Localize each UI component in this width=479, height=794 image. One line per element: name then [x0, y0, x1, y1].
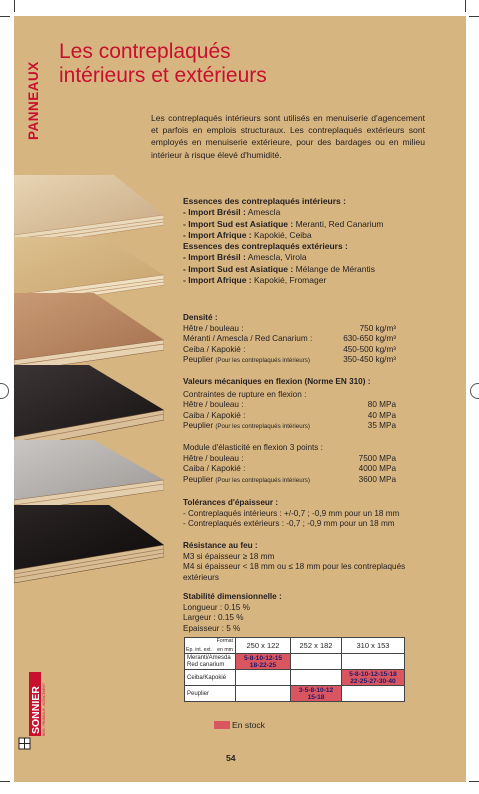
row-label-cell: Peuplier	[185, 686, 236, 702]
essence-label: - Import Brésil :	[183, 207, 246, 218]
crop-mark	[469, 781, 479, 782]
densite-row	[183, 324, 396, 335]
essence-label: - Import Afrique :	[183, 275, 252, 286]
tolerances-title: Tolérances d'épaisseur :	[183, 498, 279, 507]
table-row	[185, 670, 405, 686]
stabilite-line: Longueur : 0.15 %	[183, 602, 250, 612]
table-header-row	[185, 638, 405, 654]
module-row	[183, 464, 396, 475]
row-label: Peuplier	[183, 474, 216, 484]
essence-line	[183, 275, 428, 286]
table-header-cell: 250 x 122	[236, 638, 291, 654]
feu-line: M3 si épaisseur ≥ 18 mm	[183, 551, 275, 561]
row-note: (Pour les contreplaqués intérieurs)	[215, 476, 310, 484]
stock-legend	[214, 720, 265, 730]
table-row	[185, 686, 405, 702]
essence-line	[183, 219, 428, 230]
corner-format-label: Format	[216, 638, 233, 644]
title-line-2: intérieurs et extérieurs	[59, 64, 267, 87]
row-label: Caiba / Kapokié :	[183, 410, 246, 420]
empty-cell	[342, 686, 405, 702]
stabilite-section	[183, 592, 433, 634]
module-row	[183, 454, 396, 465]
row-label: Peuplier	[183, 355, 216, 365]
crop-mark	[14, 0, 15, 12]
essence-value: Amescla, Virola	[245, 252, 307, 263]
intro-paragraph: Les contreplaqués intérieurs sont utilisés en menuiserie d'agencement et parfois en emplois structuraux. Les contreplaqués extérieurs sont employés en menuiserie extérieure, pour des bardages ou en milieu intérieur à risque élevé d'humidité.	[151, 113, 425, 160]
row-value: 450-500 kg/m³	[343, 344, 396, 354]
densite-row	[183, 345, 396, 356]
section-tab: PANNEAUX	[26, 61, 41, 140]
cell-line: 22-25-27-30-40	[350, 677, 396, 685]
format-table	[184, 637, 405, 702]
row-value: 80 MPa	[367, 400, 396, 410]
row-label: Hêtre / bouleau :	[183, 323, 244, 333]
row-value: 4000 MPa	[358, 464, 396, 474]
crop-mark	[0, 781, 10, 782]
row-label: Hêtre / bouleau :	[183, 453, 244, 463]
cell-line: 5-8-10-12-15	[243, 654, 283, 662]
registration-mark	[0, 383, 9, 399]
stock-cell	[342, 670, 405, 686]
tolerances-section	[183, 498, 433, 530]
densite-row	[183, 334, 396, 345]
page-number: 54	[226, 753, 236, 763]
row-label: Méranti / Amescla / Red Canarium :	[183, 334, 313, 344]
board-1	[14, 175, 164, 247]
registration-mark	[470, 383, 479, 399]
table-header-cell: 310 x 153	[342, 638, 405, 654]
feu-line: M4 si épaisseur < 18 mm ou ≤ 18 mm pour les contreplaqués extérieurs	[183, 562, 406, 582]
row-value: 35 MPa	[367, 421, 396, 431]
stabilite-title: Stabilité dimensionnelle :	[183, 592, 282, 601]
row-value: 40 MPa	[367, 410, 396, 420]
crop-mark	[0, 16, 10, 17]
rupture-row	[183, 411, 396, 422]
essence-line	[183, 207, 428, 218]
corner-ep-label: Ep. int. ext.	[186, 647, 212, 653]
table-corner-cell	[185, 638, 236, 654]
cell-line: 5-8-10-12-15-18	[349, 670, 397, 678]
row-value: 7500 MPa	[358, 453, 396, 463]
row-label-cell: Ceiba/Kapokié	[185, 670, 236, 686]
empty-cell	[291, 670, 342, 686]
empty-cell	[236, 686, 291, 702]
essences-int-title: Essences des contreplaqués intérieurs :	[183, 196, 346, 206]
board-5	[14, 440, 164, 512]
essence-line	[183, 230, 428, 241]
tolerances-line: - Contreplaqués intérieurs : +/-0,7 ; -0,9 mm pour un 18 mm	[183, 508, 400, 518]
essences-section	[183, 196, 428, 286]
feu-title: Résistance au feu :	[183, 541, 258, 550]
module-title: Module d'élasticité en flexion 3 points :	[183, 442, 323, 452]
essence-line	[183, 264, 428, 275]
row-value: 630-650 kg/m³	[343, 334, 396, 344]
row-value: 750 kg/m³	[359, 323, 396, 333]
meca-title: Valeurs mécaniques en flexion (Norme EN 310) :	[183, 377, 371, 386]
essence-value: Amescla	[245, 207, 281, 218]
stabilite-line: Largeur : 0.15 %	[183, 613, 244, 623]
essence-label: - Import Sud est Asiatique :	[183, 263, 294, 274]
board-6	[14, 505, 164, 583]
essence-value: Mélange de Mérantis	[293, 263, 375, 274]
essences-ext-title: Essences des contreplaqués extérieurs :	[183, 241, 348, 252]
cell-line: 15-18	[307, 693, 325, 701]
stock-cell	[236, 654, 291, 670]
empty-cell	[291, 654, 342, 670]
crop-mark	[469, 16, 479, 17]
feu-section	[183, 541, 433, 583]
corner-mm-label: en mm	[217, 647, 233, 653]
row-label: Hêtre / bouleau :	[183, 400, 244, 410]
sonnier-logo	[17, 672, 49, 758]
row-label: Ceiba / Kapokié :	[183, 344, 246, 354]
rupture-row	[183, 421, 396, 433]
table-header-cell: 252 x 182	[291, 638, 342, 654]
row-label: Peuplier	[183, 421, 216, 431]
essence-line	[183, 252, 428, 263]
row-value: 3600 MPa	[358, 474, 396, 484]
essence-value: Kapokié, Fromager	[251, 275, 327, 286]
essence-label: - Import Brésil :	[183, 252, 246, 263]
essence-value: Meranti, Red Canarium	[293, 218, 384, 229]
row-label: Caiba / Kapokié :	[183, 464, 246, 474]
empty-cell	[236, 670, 291, 686]
cell-line: 18-22-25	[249, 661, 277, 669]
rupture-title: Contraintes de rupture en flexion :	[183, 389, 307, 399]
densite-title: Densité :	[183, 313, 218, 322]
logo-name: SONNIER	[30, 686, 42, 734]
row-label-cell: Meranti/Amesda Red canarium	[185, 654, 236, 670]
board-4	[14, 365, 164, 449]
densite-section	[183, 313, 396, 367]
legend-label: En stock	[232, 720, 265, 730]
densite-row	[183, 355, 396, 367]
meca-section	[183, 377, 396, 486]
board-3	[14, 293, 164, 372]
page-title	[59, 40, 267, 88]
crop-mark	[465, 0, 466, 12]
module-row	[183, 475, 396, 487]
title-line-1: Les contreplaqués	[59, 40, 231, 63]
essence-label: - Import Sud est Asiatique :	[183, 218, 294, 229]
row-note: (Pour les contreplaqués intérieurs)	[215, 357, 310, 365]
logo-sub: BOIS - PANNEAUX - AGENCEMENT	[42, 683, 46, 736]
empty-cell	[342, 654, 405, 670]
rupture-row	[183, 400, 396, 411]
cell-line: 3-5-8-10-12	[298, 686, 334, 694]
essence-label: - Import Afrique :	[183, 229, 252, 240]
tolerances-line: - Contreplaqués extérieurs : -0,7 ; -0,9 mm pour un 18 mm	[183, 519, 395, 529]
stock-swatch	[214, 721, 230, 729]
stock-cell	[291, 686, 342, 702]
stabilite-line: Epaisseur : 5 %	[183, 623, 241, 633]
row-value: 350-450 kg/m³	[343, 355, 396, 365]
row-note: (Pour les contreplaqués intérieurs)	[215, 423, 310, 431]
plywood-boards-illustration	[14, 175, 164, 595]
essence-value: Kapokié, Ceiba	[251, 229, 312, 240]
table-row	[185, 654, 405, 670]
